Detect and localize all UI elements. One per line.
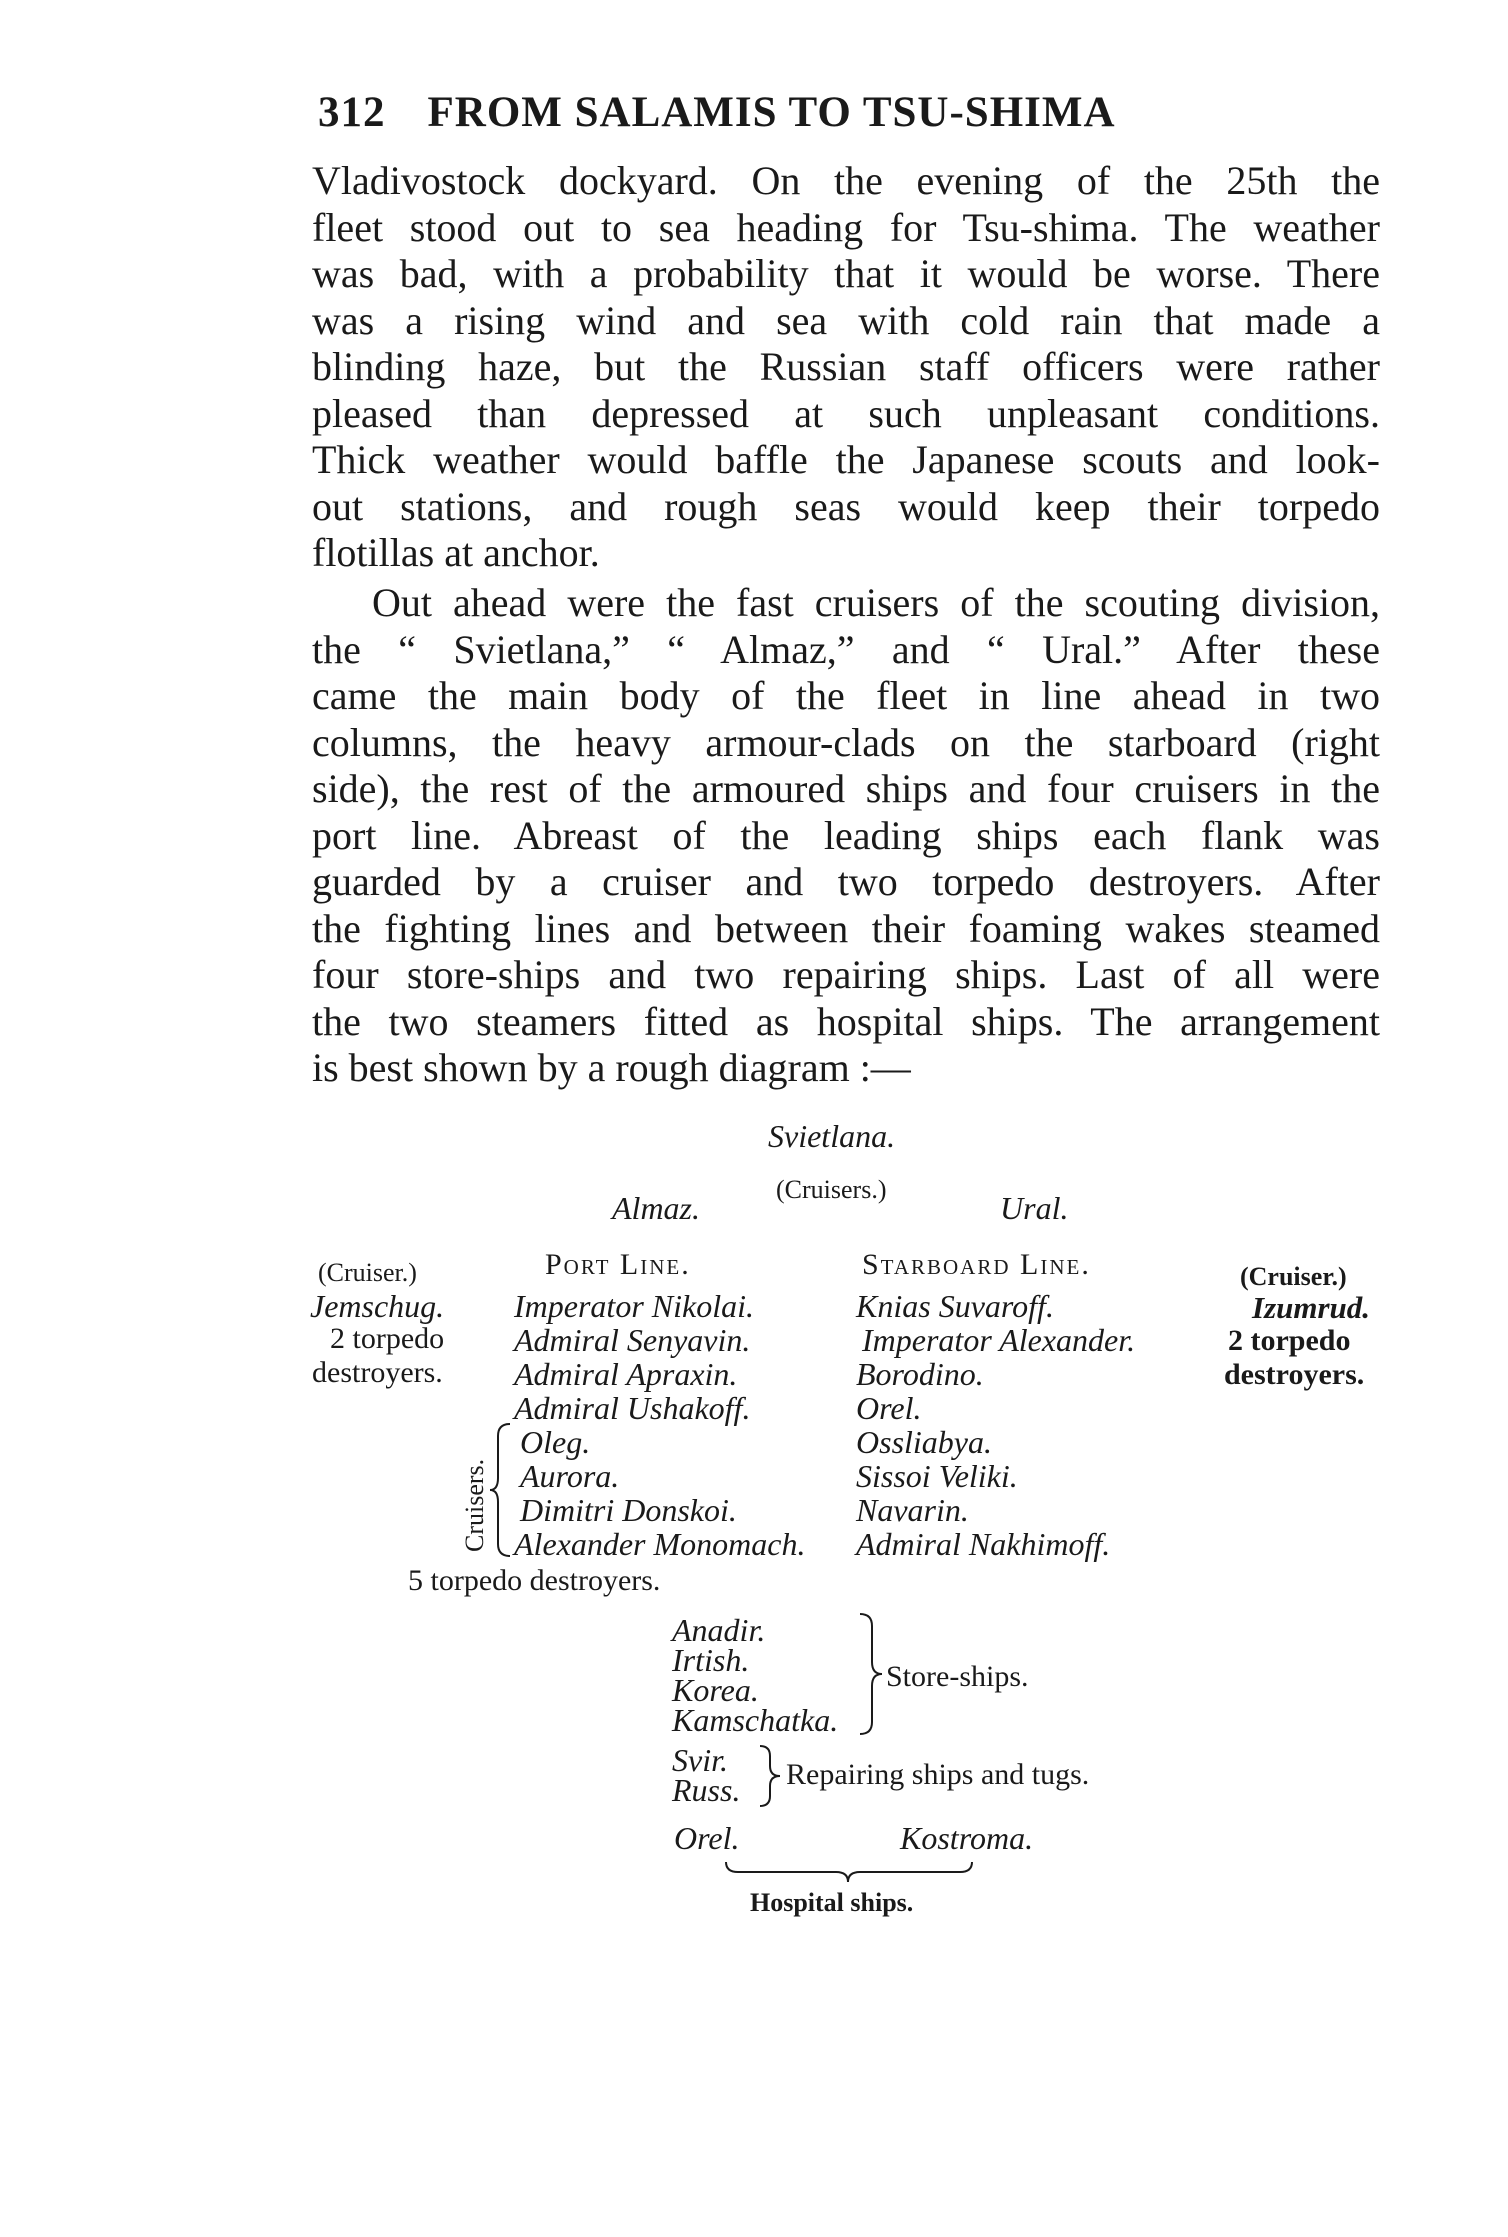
text-line: the two steamers fitted as hospital ships. The arrangement <box>312 998 1380 1044</box>
port-ship: Admiral Ushakoff. <box>514 1390 751 1426</box>
port-ship: Imperator Nikolai. <box>514 1288 754 1324</box>
left-flank-jemschug: Jemschug. <box>310 1288 445 1324</box>
port-cruisers-brace <box>488 1422 516 1558</box>
port-cruiser: Oleg. <box>520 1424 591 1460</box>
starboard-ship: Knias Suvaroff. <box>856 1288 1054 1324</box>
store-ship: Irtish. <box>672 1642 750 1678</box>
hospital-ship: Orel. <box>674 1820 740 1856</box>
text-line: the “ Svietlana,” “ Almaz,” and “ Ural.” After these <box>312 626 1380 672</box>
right-flank-torpedo: 2 torpedo <box>1228 1324 1351 1357</box>
hospital-ships-label: Hospital ships. <box>750 1888 914 1917</box>
port-ship: Admiral Senyavin. <box>514 1322 751 1358</box>
left-flank-torpedo: 2 torpedo <box>330 1322 445 1355</box>
repair-ship: Russ. <box>672 1772 741 1808</box>
rear-destroyers: 5 torpedo destroyers. <box>408 1564 661 1597</box>
text-line: Thick weather would baffle the Japanese scouts and look- <box>312 437 1380 482</box>
hospital-ships-brace <box>724 1858 974 1884</box>
text-line: out stations, and rough seas would keep their torpedo <box>312 483 1380 529</box>
right-flank-cruiser-label: (Cruiser.) <box>1240 1262 1347 1291</box>
starboard-line-heading: Starboard Line. <box>862 1248 1091 1281</box>
running-header <box>318 88 1116 137</box>
starboard-ship: Imperator Alexander. <box>862 1322 1136 1358</box>
text-line: Vladivostock dockyard. On the evening of the 25th the <box>312 158 1380 203</box>
text-line: pleased than depressed at such unpleasant conditions. <box>312 390 1380 436</box>
store-ships-label: Store-ships. <box>886 1660 1029 1693</box>
hospital-ship: Kostroma. <box>900 1820 1034 1856</box>
port-cruiser: Dimitri Donskoi. <box>520 1492 737 1528</box>
starboard-ship: Sissoi Veliki. <box>856 1458 1018 1494</box>
text-line: columns, the heavy armour-clads on the starboard (right <box>312 719 1380 765</box>
running-title: FROM SALAMIS TO TSU-SHIMA <box>427 89 1116 136</box>
text-line: flotillas at anchor. <box>312 530 600 575</box>
text-line: side), the rest of the armoured ships and four cruisers in the <box>312 766 1380 811</box>
text-line: fleet stood out to sea heading for Tsu-shima. The weather <box>312 204 1380 250</box>
text-line: was a rising wind and sea with cold rain that made a <box>312 297 1380 343</box>
repair-ships-brace <box>756 1744 782 1808</box>
port-line-heading: Port Line. <box>545 1248 691 1281</box>
text-line: guarded by a cruiser and two torpedo destroyers. After <box>312 859 1380 904</box>
right-flank-destroyers: destroyers. <box>1224 1358 1365 1391</box>
paragraph-2 <box>312 580 1380 1092</box>
scout-svietlana: Svietlana. <box>768 1118 896 1154</box>
store-ship: Kamschatka. <box>672 1702 839 1738</box>
page-number: 312 <box>318 89 386 136</box>
scout-cruisers-label: (Cruisers.) <box>776 1175 887 1204</box>
port-cruiser: Alexander Monomach. <box>514 1526 806 1562</box>
text-line: came the main body of the fleet in line ahead in two <box>312 673 1380 718</box>
store-ships-brace <box>856 1612 884 1736</box>
starboard-ship: Admiral Nakhimoff. <box>856 1526 1111 1562</box>
right-flank-izumrud: Izumrud. <box>1252 1290 1371 1325</box>
starboard-ship: Orel. <box>856 1390 922 1426</box>
repair-ships-label: Repairing ships and tugs. <box>786 1758 1090 1791</box>
starboard-ship: Navarin. <box>856 1492 969 1528</box>
left-flank-cruiser-label: (Cruiser.) <box>318 1258 417 1287</box>
starboard-ship: Ossliabya. <box>856 1424 992 1460</box>
port-cruisers-label: Cruisers. <box>460 1458 489 1552</box>
paragraph-1 <box>312 158 1380 577</box>
port-cruiser: Aurora. <box>520 1458 620 1494</box>
repair-ship: Svir. <box>672 1742 728 1778</box>
scout-ural: Ural. <box>1000 1190 1069 1226</box>
scout-almaz: Almaz. <box>612 1190 700 1226</box>
text-line: four store-ships and two repairing ships. Last of all were <box>312 952 1380 997</box>
starboard-ship: Borodino. <box>856 1356 984 1392</box>
text-line: port line. Abreast of the leading ships each flank was <box>312 812 1380 858</box>
text-line: the fighting lines and between their foaming wakes steamed <box>312 905 1380 951</box>
port-ship: Admiral Apraxin. <box>514 1356 738 1392</box>
left-flank-destroyers: destroyers. <box>312 1356 443 1389</box>
text-line: blinding haze, but the Russian staff officers were rather <box>312 344 1380 389</box>
store-ship: Korea. <box>672 1672 759 1708</box>
store-ship: Anadir. <box>672 1612 766 1648</box>
text-line: was bad, with a probability that it would be worse. There <box>312 251 1380 296</box>
text-line: Out ahead were the fast cruisers of the scouting division, <box>372 580 1380 625</box>
text-line: is best shown by a rough diagram :— <box>312 1045 911 1090</box>
